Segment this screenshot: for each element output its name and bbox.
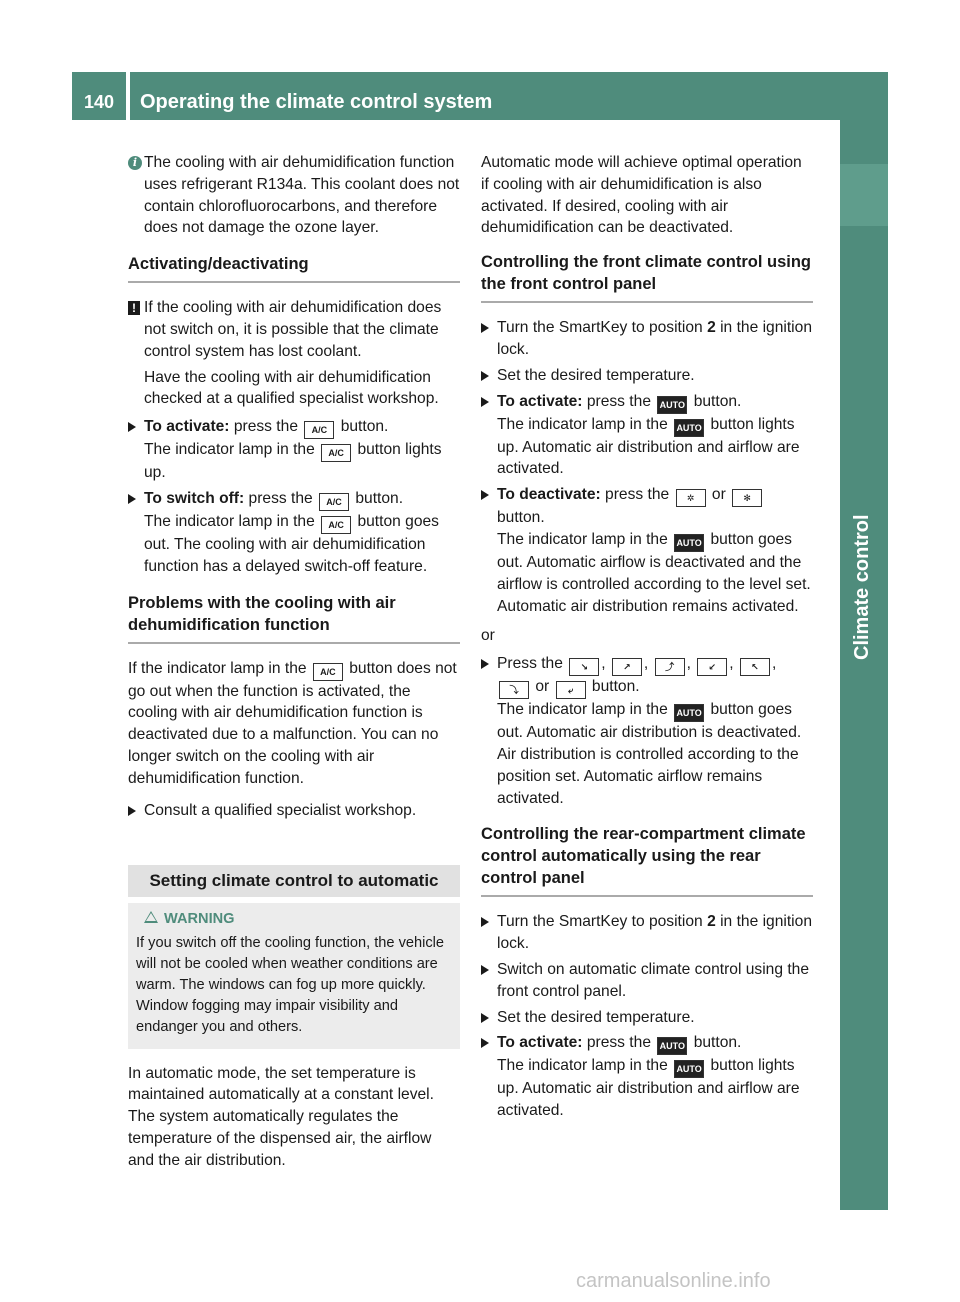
step-switch-off: To switch off: press the A/C button. The indicator lamp in the A/C button goes out. The cooling with air dehumidification function has a delayed switch-off feature. (128, 488, 460, 578)
caution-note: ! If the cooling with air dehumidification does not switch on, it is possible that the climate control system has lost coolant. Have the cooling with air dehumidification checked at a qualified specialist workshop. (128, 297, 460, 410)
airflow-foot-center-icon: ↙ (697, 658, 727, 676)
right-column (481, 152, 813, 1126)
step-rear-switch-on: Switch on automatic climate control using the front control panel. (481, 959, 813, 1003)
chapter-label: Climate control (851, 514, 873, 660)
ac-button-icon: A/C (304, 421, 334, 439)
page-number: 140 (83, 92, 115, 112)
arrow-icon (128, 422, 136, 432)
intro-paragraph: Automatic mode will achieve optimal operation if cooling with air dehumidification is also activated. If desired, cooling with air dehumidification can be deactivated. (481, 154, 802, 237)
fan-up-icon: ✲ (676, 489, 706, 507)
arrow-icon (481, 371, 489, 381)
ac-button-icon: A/C (319, 493, 349, 511)
warning-triangle-icon (144, 911, 158, 923)
watermark: carmanualsonline.info (576, 1270, 771, 1292)
chapter-marker (840, 164, 888, 226)
or-separator: or (481, 627, 495, 645)
arrow-icon (128, 494, 136, 504)
auto-paragraph: In automatic mode, the set temperature is maintained automatically at a constant level. The system automatically regulates the temperature of the dispensed air, the airflow and the air distribution. (128, 1064, 434, 1169)
ac-button-icon: A/C (313, 663, 343, 681)
heading-problems: Problems with the cooling with air dehumidification function (128, 592, 460, 644)
ac-button-icon: A/C (321, 444, 351, 462)
section-heading-automatic: Setting climate control to automatic (128, 865, 460, 897)
fan-down-icon: ✻ (732, 489, 762, 507)
warning-box (128, 903, 460, 1048)
warning-text: If you switch off the cooling function, the vehicle will not be cooled when weather conditions are warm. The windows can fog up more quickly. Window fogging may impair visibility and endanger you and others. (136, 934, 445, 1036)
arrow-icon (128, 806, 136, 816)
heading-activating: Activating/deactivating (128, 253, 460, 283)
auto-button-icon: AUTO (674, 1060, 704, 1078)
arrow-icon (481, 323, 489, 333)
left-column (128, 152, 460, 1182)
auto-button-icon: AUTO (657, 1037, 687, 1055)
step-consult: Consult a qualified specialist workshop. (128, 800, 460, 822)
airflow-center-head-icon: ↖ (740, 658, 770, 676)
chapter-sidebar (840, 120, 888, 1210)
exclamation-icon: ! (128, 301, 140, 315)
header-separator (126, 72, 130, 120)
airflow-windshield-icon: ⤴ (655, 658, 685, 676)
step-deactivate: To deactivate: press the ✲ or ✻ button. The indicator lamp in the AUTO button goes out. Automatic airflow is deactivated and the airflow is controlled according to the level set. Automatic air distribution remains activated. (481, 484, 813, 617)
arrow-icon (481, 1038, 489, 1048)
airflow-all-icon: ⤶ (556, 681, 586, 699)
info-icon: i (128, 156, 142, 170)
step-rear-smartkey: Turn the SmartKey to position 2 in the ignition lock. (481, 911, 813, 955)
airflow-foot-window-icon: ⤵ (499, 681, 529, 699)
arrow-icon (481, 965, 489, 975)
problem-paragraph: If the indicator lamp in the A/C button does not go out when the function is activated, the cooling with air dehumidification function is deactivated due to a malfunction. You can no longer switch on the cooling with air dehumidification function. (128, 659, 457, 787)
auto-button-icon: AUTO (674, 419, 704, 437)
step-activate-auto: To activate: press the AUTO button. The indicator lamp in the AUTO button lights up. Automatic air distribution and airflow are activated. (481, 391, 813, 481)
arrow-icon (481, 490, 489, 500)
arrow-icon (481, 1013, 489, 1023)
airflow-center-icon: ↗ (612, 658, 642, 676)
step-activate: To activate: press the A/C button. The indicator lamp in the A/C button lights up. (128, 416, 460, 484)
arrow-icon (481, 659, 489, 669)
airflow-footwell-icon: ↘ (569, 658, 599, 676)
ac-button-icon: A/C (321, 516, 351, 534)
arrow-icon (481, 397, 489, 407)
step-press-distribution: Press the ↘ , ↗ , ⤴ , ↙ , ↖ , ⤵ or ⤶ button. The indicator lamp in the AUTO button goes out. Automatic air distribution is deactivated. Air distribution is controlled according to the position set. Automatic airflow remains activated. (481, 653, 813, 809)
auto-button-icon: AUTO (674, 704, 704, 722)
page-title: Operating the climate control system (140, 91, 493, 113)
page-header (72, 72, 888, 120)
heading-front-control: Controlling the front climate control using the front control panel (481, 251, 813, 303)
step-temperature: Set the desired temperature. (481, 365, 813, 387)
auto-button-icon: AUTO (674, 534, 704, 552)
step-rear-temperature: Set the desired temperature. (481, 1007, 813, 1029)
warning-title: WARNING (164, 911, 235, 928)
arrow-icon (481, 917, 489, 927)
auto-button-icon: AUTO (657, 396, 687, 414)
heading-rear-control: Controlling the rear-compartment climate control automatically using the rear control panel (481, 823, 813, 897)
step-rear-activate: To activate: press the AUTO button. The indicator lamp in the AUTO button lights up. Automatic air distribution and airflow are activated. (481, 1032, 813, 1122)
step-smartkey: Turn the SmartKey to position 2 in the ignition lock. (481, 317, 813, 361)
info-note: i The cooling with air dehumidification function uses refrigerant R134a. This coolant does not contain chlorofluorocarbons, and therefore does not damage the ozone layer. (128, 152, 460, 239)
